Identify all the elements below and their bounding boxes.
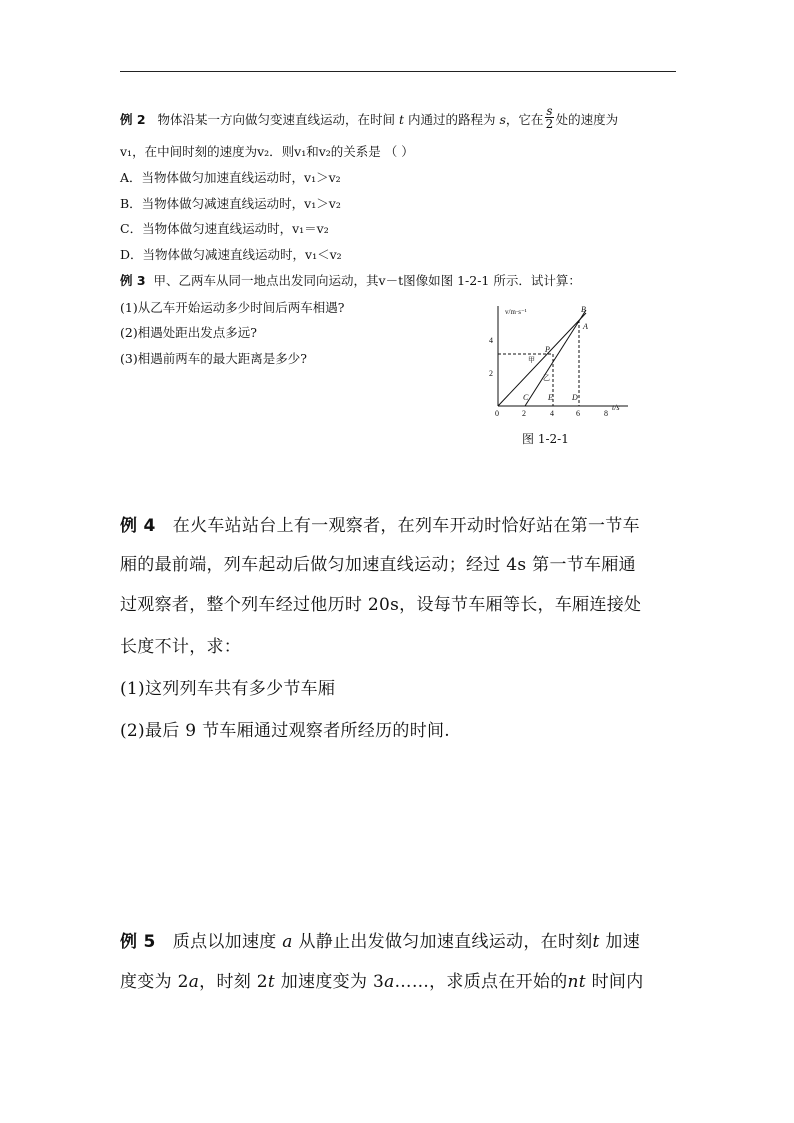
ex5-text-g: ……，求质点在开始的 (394, 972, 568, 992)
x-tick-8: 8 (604, 409, 608, 418)
ex3-line1 (120, 272, 581, 290)
ex4-text-1: 在火车站站台上有一观察者，在列车开动时恰好站在第一节车 (172, 516, 640, 536)
ex2-option-b: B．当物体做匀减速直线运动时，v₁＞v₂ (120, 196, 341, 211)
x-tick-0: 0 (495, 409, 499, 418)
ex2-option-a: A．当物体做匀加速直线运动时，v₁＞v₂ (120, 170, 341, 185)
ex4-label: 例 4 (120, 516, 156, 536)
ex5-text-a: 质点以加速度 (172, 932, 283, 952)
ex4-line4: 长度不计，求： (120, 637, 242, 657)
ex5-text-b: 从静止出发做匀加速直线运动，在时刻 (292, 932, 593, 952)
label-c: C (523, 393, 529, 402)
header-rule (120, 71, 676, 72)
ex4-line1 (120, 514, 640, 538)
label-d: D (572, 393, 578, 402)
ex2-line1 (120, 104, 619, 133)
ex4-line3: 过观察者，整个列车经过他历时 20s，设每节车厢等长，车厢连接处 (120, 595, 642, 615)
x-axis-label: t/s (612, 403, 620, 412)
ex5-label: 例 5 (120, 932, 156, 952)
ex3-stem: 甲、乙两车从同一地点出发同向运动，其v－t图像如图 1-2-1 所示．试计算： (153, 273, 581, 288)
ex3-label: 例 3 (120, 273, 146, 288)
ex3-question-3: (3)相遇前两车的最大距离是多少? (120, 351, 307, 366)
ex2-s: s (499, 112, 506, 127)
ex5-var-a3: a (384, 972, 395, 992)
ex5-text-e: ，时刻 2 (199, 972, 268, 992)
label-jia: 甲 (528, 356, 535, 364)
ex2-fraction (545, 105, 553, 130)
ex5-var-a2: a (188, 972, 200, 992)
ex2-stem-d: 处的速度为 (555, 112, 619, 127)
x-tick-4: 4 (550, 409, 554, 418)
ex5-var-a: a (282, 932, 293, 952)
x-tick-2: 2 (522, 409, 526, 418)
ex5-var-t: t (592, 932, 600, 952)
y-tick-2: 2 (489, 369, 493, 378)
ex5-text-h: 时间内 (585, 972, 644, 992)
ex5-text-f: 加速度变为 3 (275, 972, 385, 992)
label-b: B (581, 305, 586, 314)
ex2-stem-c: ，它在 (505, 112, 544, 127)
label-p: P (545, 345, 550, 354)
ex2-label: 例 2 (120, 112, 146, 127)
label-yi: 乙 (543, 374, 550, 382)
ex5-line1 (120, 930, 640, 954)
label-a: A (583, 322, 588, 331)
ex3-vt-figure (488, 300, 638, 425)
label-e: E (548, 393, 553, 402)
ex4-line2: 厢的最前端，列车起动后做匀加速直线运动；经过 4s 第一节车厢通 (120, 555, 636, 575)
ex2-frac-den: 2 (545, 117, 554, 131)
ex2-stem-b: 内通过的路程为 (404, 112, 500, 127)
ex5-text-c: 加速 (599, 932, 640, 952)
ex2-option-c: C．当物体做匀速直线运动时，v₁＝v₂ (120, 221, 329, 236)
ex4-question-1: (1)这列列车共有多少节车厢 (120, 679, 336, 699)
y-tick-4: 4 (489, 336, 493, 345)
ex5-line2 (120, 970, 644, 994)
ex2-stem-a: 物体沿某一方向做匀变速直线运动，在时间 (157, 112, 399, 127)
ex4-question-2: (2)最后 9 节车厢通过观察者所经历的时间. (120, 721, 451, 741)
ex2-line2: v₁，在中间时刻的速度为v₂．则v₁和v₂的关系是 （ ） (120, 144, 414, 159)
ex3-question-2: (2)相遇处距出发点多远? (120, 325, 257, 340)
x-tick-6: 6 (576, 409, 580, 418)
figure-caption: 图 1-2-1 (522, 432, 569, 446)
ex5-var-nt: nt (567, 972, 586, 992)
ex5-var-t2: t (267, 972, 276, 992)
ex2-frac-num: s (546, 104, 553, 118)
ex2-option-d: D．当物体做匀减速直线运动时，v₁＜v₂ (120, 247, 342, 262)
y-axis-label: v/m·s⁻¹ (505, 308, 527, 316)
ex5-text-d: 度变为 2 (120, 972, 189, 992)
ex3-question-1: (1)从乙车开始运动多少时间后两车相遇? (120, 300, 345, 315)
ex2-t: t (398, 112, 404, 127)
